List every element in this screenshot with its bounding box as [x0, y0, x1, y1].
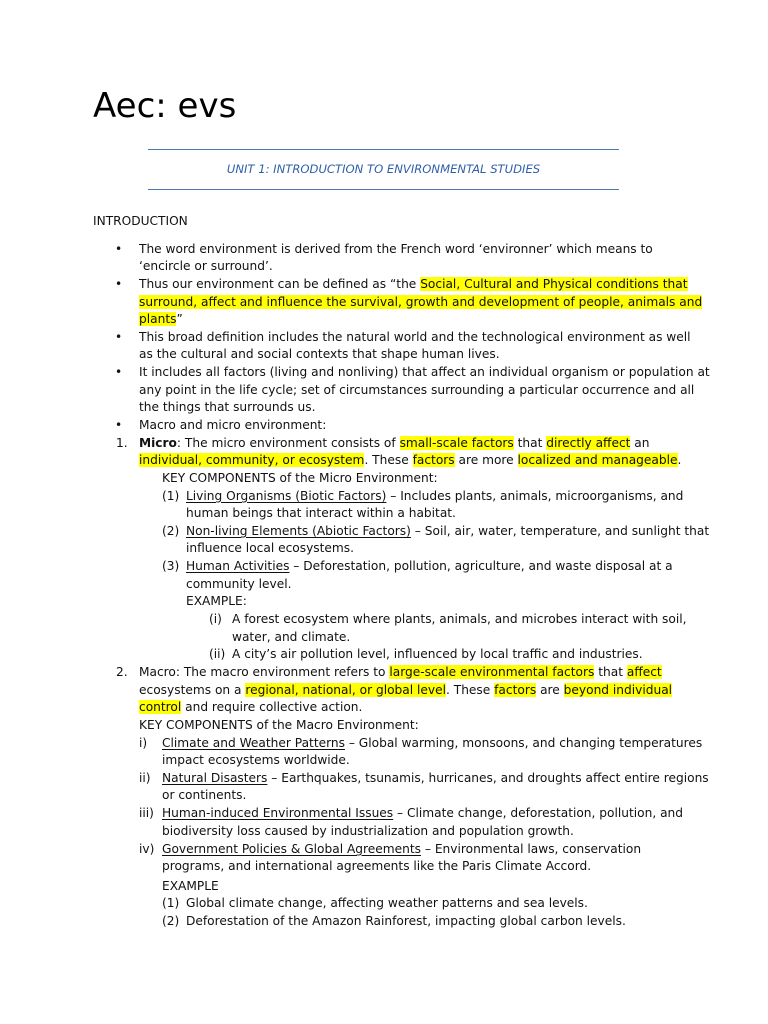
- list-marker: (i): [209, 612, 222, 626]
- bullet-icon: •: [115, 330, 123, 344]
- bullet-text: as the cultural and social contexts that shape human lives.: [139, 347, 500, 361]
- macro-definition: ecosystems on a regional, national, or global level. These factors are beyond individual: [139, 683, 673, 697]
- list-marker: (1): [162, 896, 180, 910]
- component-text: programs, and international agreements like the Paris Climate Accord.: [162, 859, 592, 873]
- component-text: influence local ecosystems.: [186, 541, 355, 555]
- component-text: or continents.: [162, 788, 247, 802]
- component-text: community level.: [186, 577, 292, 591]
- component-text: Non-living Elements (Abiotic Factors) – Soil, air, water, temperature, and sunlight that: [186, 524, 710, 538]
- macro-key-heading: KEY COMPONENTS of the Macro Environment:: [139, 718, 419, 732]
- bullet-text: It includes all factors (living and nonliving) that affect an individual organism or population at: [139, 365, 710, 379]
- list-marker: (2): [162, 914, 180, 928]
- example-text: A forest ecosystem where plants, animals, and microbes interact with soil,: [232, 612, 687, 626]
- bullet-text: any point in the life cycle; set of circumstances surrounding a particular occurrence and all: [139, 383, 695, 397]
- list-marker: (2): [162, 524, 180, 538]
- unit-heading: UNIT 1: INTRODUCTION TO ENVIRONMENTAL STUDIES: [226, 162, 541, 176]
- example-label: EXAMPLE:: [186, 594, 247, 608]
- highlighted-text: surround, affect and influence the survival, growth and development of people, animals and: [139, 295, 703, 309]
- heading-rule-bottom: [148, 189, 619, 190]
- component-text: Government Policies & Global Agreements – Environmental laws, conservation: [162, 842, 642, 856]
- bullet-text: The word environment is derived from the French word ‘environner’ which means to: [139, 242, 653, 256]
- component-text: biodiversity loss caused by industrialization and population growth.: [162, 824, 574, 838]
- macro-definition: Macro: The macro environment refers to large-scale environmental factors that affect: [139, 665, 662, 679]
- micro-definition: individual, community, or ecosystem. These factors are more localized and manageable.: [139, 453, 682, 467]
- bullet-text: Thus our environment can be defined as “the Social, Cultural and Physical conditions that: [139, 277, 688, 291]
- heading-rule-top: [148, 149, 619, 150]
- component-text: Human Activities – Deforestation, pollution, agriculture, and waste disposal at a: [186, 559, 673, 573]
- component-text: Climate and Weather Patterns – Global warming, monsoons, and changing temperatures: [162, 736, 703, 750]
- bullet-text: [139, 294, 702, 312]
- list-marker: iv): [139, 842, 155, 856]
- list-marker: iii): [139, 806, 154, 820]
- component-text: Living Organisms (Biotic Factors) – Includes plants, animals, microorganisms, and: [186, 489, 684, 503]
- component-text: human beings that interact within a habitat.: [186, 506, 456, 520]
- example-text: Deforestation of the Amazon Rainforest, impacting global carbon levels.: [186, 914, 626, 928]
- macro-definition: control and require collective action.: [139, 700, 363, 714]
- example-text: water, and climate.: [232, 630, 351, 644]
- example-text: A city’s air pollution level, influenced by local traffic and industries.: [232, 647, 643, 661]
- bullet-icon: •: [115, 365, 123, 379]
- component-text: Human-induced Environmental Issues – Climate change, deforestation, pollution, and: [162, 806, 683, 820]
- highlighted-text: plants: [139, 312, 177, 326]
- list-marker: (ii): [209, 647, 226, 661]
- micro-key-heading: KEY COMPONENTS of the Micro Environment:: [162, 471, 438, 485]
- list-marker: (3): [162, 559, 180, 573]
- list-number: 1.: [116, 436, 128, 450]
- example-text: Global climate change, affecting weather patterns and sea levels.: [186, 896, 588, 910]
- component-text: Natural Disasters – Earthquakes, tsunamis, hurricanes, and droughts affect entire regions: [162, 771, 709, 785]
- list-marker: i): [139, 736, 148, 750]
- section-heading: INTRODUCTION: [93, 214, 188, 228]
- list-marker: ii): [139, 771, 151, 785]
- bullet-icon: •: [115, 242, 123, 256]
- component-text: impact ecosystems worldwide.: [162, 753, 350, 767]
- highlighted-text: Social, Cultural and Physical conditions that: [420, 277, 688, 291]
- bullet-icon: •: [115, 418, 123, 432]
- bullet-text: plants”: [139, 312, 183, 326]
- list-number: 2.: [116, 665, 128, 679]
- page-title: Aec: evs: [93, 86, 237, 126]
- list-marker: (1): [162, 489, 180, 503]
- bullet-icon: •: [115, 277, 123, 291]
- bullet-text: Macro and micro environment:: [139, 418, 327, 432]
- bullet-text: the things that surrounds us.: [139, 400, 316, 414]
- micro-definition: Micro: The micro environment consists of small-scale factors that directly affect an: [139, 436, 650, 450]
- bullet-text: This broad definition includes the natural world and the technological environment as well: [139, 330, 691, 344]
- bullet-text: ‘encircle or surround’.: [139, 259, 273, 273]
- example-label: EXAMPLE: [162, 879, 219, 893]
